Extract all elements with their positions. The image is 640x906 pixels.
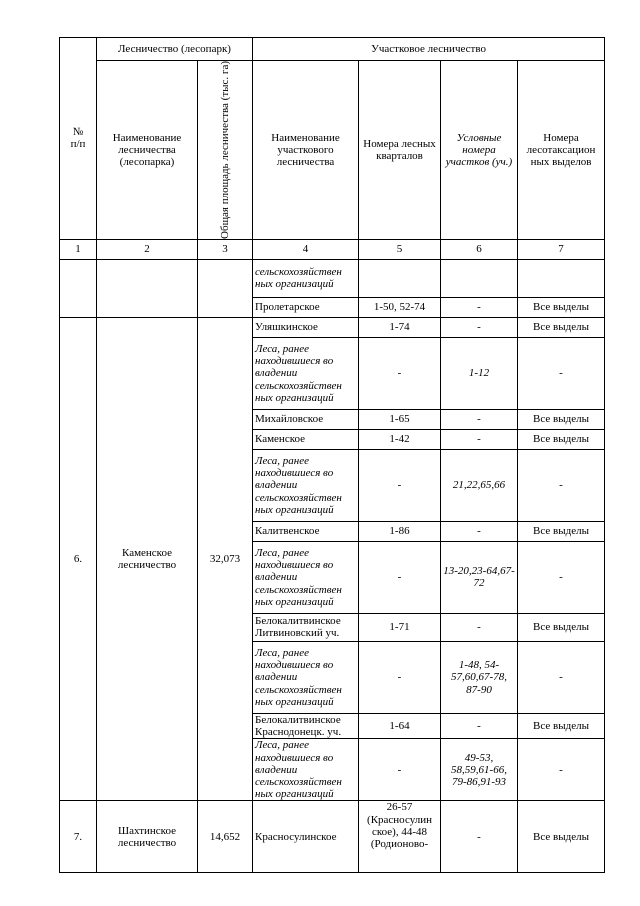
uchastok-name: Белокалитвинское Краснодонецк. уч.	[253, 713, 359, 738]
uchastok-name: Белокалитвинское Литвиновский уч.	[253, 613, 359, 641]
vydely-cell: Все выделы	[518, 801, 605, 873]
vydely-cell: Все выделы	[518, 409, 605, 429]
uchastki-cell: -	[441, 613, 518, 641]
table-row	[60, 317, 605, 337]
uchastki-cell	[441, 259, 518, 297]
lesnichestvo-area: 32,073	[198, 317, 253, 800]
kvartaly-cell: 1-71	[359, 613, 441, 641]
vydely-cell: -	[518, 739, 605, 801]
uchastki-cell: -	[441, 317, 518, 337]
uchastok-name: Леса, ранее находившиеся во владении сельскохозяйствен ных организаций	[253, 449, 359, 521]
col-number: 6	[441, 239, 518, 259]
lesnichestvo-num: 6.	[60, 317, 97, 800]
uchastki-cell: 13-20,23-64,67-72	[441, 541, 518, 613]
table-row	[60, 801, 605, 873]
vydely-cell: -	[518, 641, 605, 713]
uchastki-cell: 21,22,65,66	[441, 449, 518, 521]
uchastok-name: сельскохозяйствен ных организаций	[253, 259, 359, 297]
column-number-row	[60, 239, 605, 259]
uchastki-cell: -	[441, 297, 518, 317]
header-row-columns	[60, 61, 605, 240]
lesnichestvo-name: Шахтинское лесничество	[97, 801, 198, 873]
col-number: 3	[198, 239, 253, 259]
carry-num-cell	[60, 259, 97, 317]
uchastki-cell: -	[441, 409, 518, 429]
vydely-cell	[518, 259, 605, 297]
kvartaly-cell: 1-64	[359, 713, 441, 738]
uchastok-name: Леса, ранее находившиеся во владении сельскохозяйствен ных организаций	[253, 337, 359, 409]
col-number: 7	[518, 239, 605, 259]
kvartaly-cell: -	[359, 739, 441, 801]
lesnichestvo-num: 7.	[60, 801, 97, 873]
header-col7: Номера лесотаксацион ных выделов	[518, 61, 605, 240]
col-number: 5	[359, 239, 441, 259]
vydely-cell: Все выделы	[518, 521, 605, 541]
header-col5: Номера лесных кварталов	[359, 61, 441, 240]
vydely-cell: -	[518, 541, 605, 613]
header-group-uchastkovoe: Участковое лесничество	[253, 38, 605, 61]
kvartaly-cell: -	[359, 449, 441, 521]
col-number: 1	[60, 239, 97, 259]
uchastok-name: Леса, ранее находившиеся во владении сельскохозяйствен ных организаций	[253, 541, 359, 613]
kvartaly-cell: 1-50, 52-74	[359, 297, 441, 317]
kvartaly-cell	[359, 259, 441, 297]
carry-area-cell	[198, 259, 253, 317]
uchastok-name: Красносулинское	[253, 801, 359, 873]
uchastok-name: Пролетарское	[253, 297, 359, 317]
uchastok-name: Леса, ранее находившиеся во владении сельскохозяйствен ных организаций	[253, 739, 359, 801]
uchastok-name: Леса, ранее находившиеся во владении сельскохозяйствен ных организаций	[253, 641, 359, 713]
vydely-cell: Все выделы	[518, 613, 605, 641]
uchastok-name: Каменское	[253, 429, 359, 449]
vydely-cell: Все выделы	[518, 317, 605, 337]
table-row	[60, 259, 605, 297]
col-number: 4	[253, 239, 359, 259]
vydely-cell: Все выделы	[518, 429, 605, 449]
uchastki-cell: -	[441, 713, 518, 738]
header-col3	[198, 61, 253, 240]
kvartaly-cell: 1-86	[359, 521, 441, 541]
lesnichestvo-area: 14,652	[198, 801, 253, 873]
header-group-lesnichestvo: Лесничество (лесопарк)	[97, 38, 253, 61]
kvartaly-cell: -	[359, 541, 441, 613]
vydely-cell: -	[518, 449, 605, 521]
header-row-groups	[60, 38, 605, 61]
kvartaly-cell: 1-65	[359, 409, 441, 429]
header-num: № п/п	[60, 38, 97, 240]
col-number: 2	[97, 239, 198, 259]
uchastok-name: Михайловское	[253, 409, 359, 429]
lesnichestvo-name: Каменское лесничество	[97, 317, 198, 800]
header-col4: Наименование участкового лесничества	[253, 61, 359, 240]
kvartaly-cell: 1-74	[359, 317, 441, 337]
uchastki-cell: 49-53, 58,59,61-66, 79-86,91-93	[441, 739, 518, 801]
uchastok-name: Уляшкинское	[253, 317, 359, 337]
uchastok-name: Калитвенское	[253, 521, 359, 541]
vydely-cell: Все выделы	[518, 713, 605, 738]
header-col3-text: Общая площадь лесничества (тыс. га)	[219, 61, 231, 239]
uchastki-cell: 1-12	[441, 337, 518, 409]
table-body	[60, 38, 605, 873]
uchastki-cell: -	[441, 521, 518, 541]
uchastki-cell: -	[441, 801, 518, 873]
kvartaly-cell: 26-57 (Красносулин ское), 44-48 (Родионово-	[359, 801, 441, 873]
kvartaly-cell: -	[359, 337, 441, 409]
kvartaly-cell: -	[359, 641, 441, 713]
forestry-table	[59, 37, 605, 873]
uchastki-cell: -	[441, 429, 518, 449]
header-col2: Наименование лесничества (лесопарка)	[97, 61, 198, 240]
kvartaly-cell: 1-42	[359, 429, 441, 449]
vydely-cell: -	[518, 337, 605, 409]
vydely-cell: Все выделы	[518, 297, 605, 317]
uchastki-cell: 1-48, 54-57,60,67-78, 87-90	[441, 641, 518, 713]
carry-name-cell	[97, 259, 198, 317]
header-col6: Условные номера участков (уч.)	[441, 61, 518, 240]
